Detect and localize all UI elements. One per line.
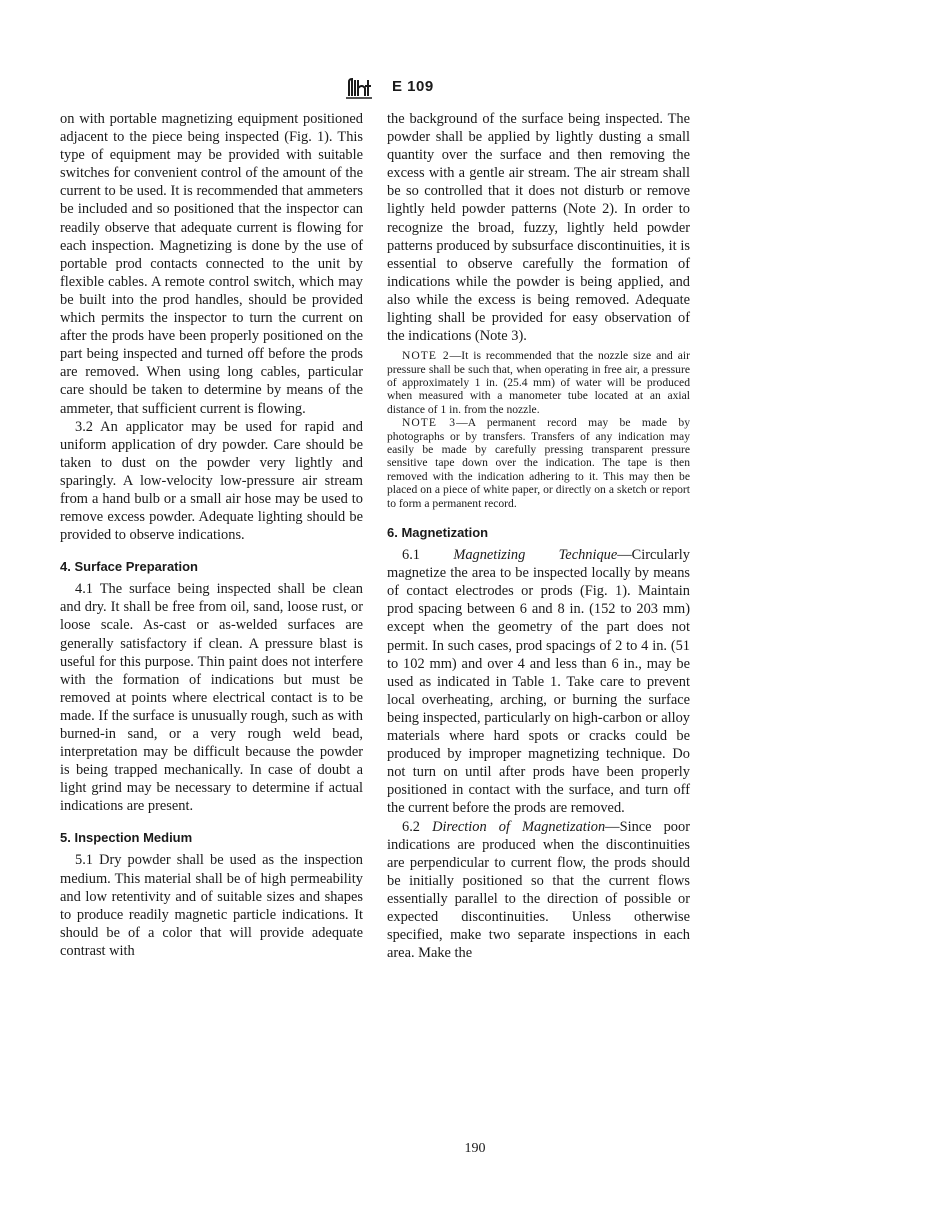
paragraph-6-1-title: Magnetizing Technique: [453, 547, 618, 564]
note-3: [387, 416, 690, 510]
left-column: [60, 110, 363, 960]
note-3-text: —A permanent record may be made by photographs or by transfers. Transfers of any indication may easily be made by carefully pressing transparent pressure sensitive tape down over the indication. The tape is then removed with the indication adhering to it. This may then be placed on a piece of white paper, or directly on a sketch or report to form a permanent record.: [387, 416, 690, 510]
page-number: 190: [464, 1141, 486, 1156]
paragraph-6-1: [387, 546, 690, 817]
paragraph-6-1-text: —Circularly magnetize the area to be inspected locally by means of contact electrodes or prods (Fig. 1). Maintain prod spacing between 6 and 8 in. (152 to 203 mm) except when the geometry of the part does not permit. In such cases, prod spacings of 2 to 4 in. (51 to 102 mm) and over 4 and less than 6 in., may be used as indicated in Table 1. Take care to prevent local overheating, arching, or burning the surface being inspected, particularly on high-carbon or alloy materials where hard spots or cracks could be produced by improper magnetizing technique. Do not turn on until after prods have been properly positioned in contact with the surface, and turn off the current before the prods are removed.: [387, 547, 690, 817]
right-column: [387, 110, 690, 962]
page-header: [0, 76, 950, 102]
note-2-label: NOTE 2: [402, 349, 450, 363]
paragraph-6-2-number: 6.2: [402, 818, 420, 835]
paragraph-6-2: [387, 818, 690, 963]
paragraph-5-1-continued: the background of the surface being inspected. The powder shall be applied by lightly dusting a small quantity over the surface and then removing the excess with a gentle air stream. The air stream shall be so controlled that it does not disturb or remove lightly held powder patterns (Note 2). In order to recognize the broad, fuzzy, lightly held powder patterns produced by subsurface discontinuities, it is essential to observe carefully the formation of indications while the powder is being applied, and also while the excess is being removed. Adequate lighting shall be provided for easy observation of the indications (Note 3).: [387, 111, 690, 345]
note-2-text: —It is recommended that the nozzle size and air pressure shall be such that, when operating in free air, a pressure of approximately 1 in. (25.4 mm) of water will be produced when measured with a manometer tube located at an axial distance of 1 in. from the nozzle.: [387, 349, 691, 416]
paragraph-3-2: 3.2 An applicator may be used for rapid and uniform application of dry powder. Care should be taken to dust on the powder very lightly and sparingly. A low-velocity low-pressure air stream from a hand bulb or a small air hose may be used to remove excess powder. Adequate lighting should be provided to observe indications.: [60, 418, 363, 544]
paragraph-continued: on with portable magnetizing equipment positioned adjacent to the piece being inspected (Fig. 1). This type of equipment may be provided with suitable switches for convenient control of the amount of the current to be used. It is recommended that ammeters be included and so positioned that the inspector can readily observe that adequate current is flowing for each inspection. Magnetizing is done by the use of portable prod contacts connected to the unit by flexible cables. A remote control switch, which may be built into the prod handles, should be provided which permits the inspector to turn the current on after the prods have been properly positioned on the part being inspected and turned off before the prods are removed. When using long cables, particular care should be taken to determine by means of the ammeter, that sufficient current is flowing.: [60, 111, 363, 417]
section-heading-surface-preparation: 4. Surface Preparation: [60, 559, 198, 575]
note-2: [387, 349, 690, 416]
astm-logo-icon: [344, 76, 374, 100]
paragraph-4-1: 4.1 The surface being inspected shall be clean and dry. It shall be free from oil, sand, loose rust, or loose scale. As-cast or as-welded surfaces are generally satisfactory if clean. A pressure blast is useful for this purpose. Thin paint does not interfere with the formation of indications but must be removed at points where electrical contact is to be made. If the surface is unusually rough, such as with burned-in sand, or a very rough weld bead, interpretation may be difficult because the powder is being trapped mechanically. In case of doubt a light grind may be necessary to determine if actual indications are present.: [60, 581, 363, 815]
section-heading-magnetization: 6. Magnetization: [387, 525, 489, 541]
document-id: E 109: [392, 78, 434, 95]
paragraph-6-2-text: —Since poor indications are produced when the discontinuities are perpendicular to current flow, the prods should be initially positioned so that the current flows essentially parallel to the direction of possible or expected discontinuities. Unless otherwise specified, make two separate inspections in each area. Make the: [387, 818, 690, 962]
paragraph-5-1: 5.1 Dry powder shall be used as the inspection medium. This material shall be of high permeability and low retentivity and of suitable sizes and shapes to produce readily magnetic particle indications. It should be of a color that will provide adequate contrast with: [60, 852, 363, 959]
note-3-label: NOTE 3: [402, 416, 457, 430]
section-heading-inspection-medium: 5. Inspection Medium: [60, 830, 193, 846]
paragraph-6-1-number: 6.1: [402, 547, 420, 564]
paragraph-6-2-title: Direction of Magnetization: [432, 818, 606, 835]
